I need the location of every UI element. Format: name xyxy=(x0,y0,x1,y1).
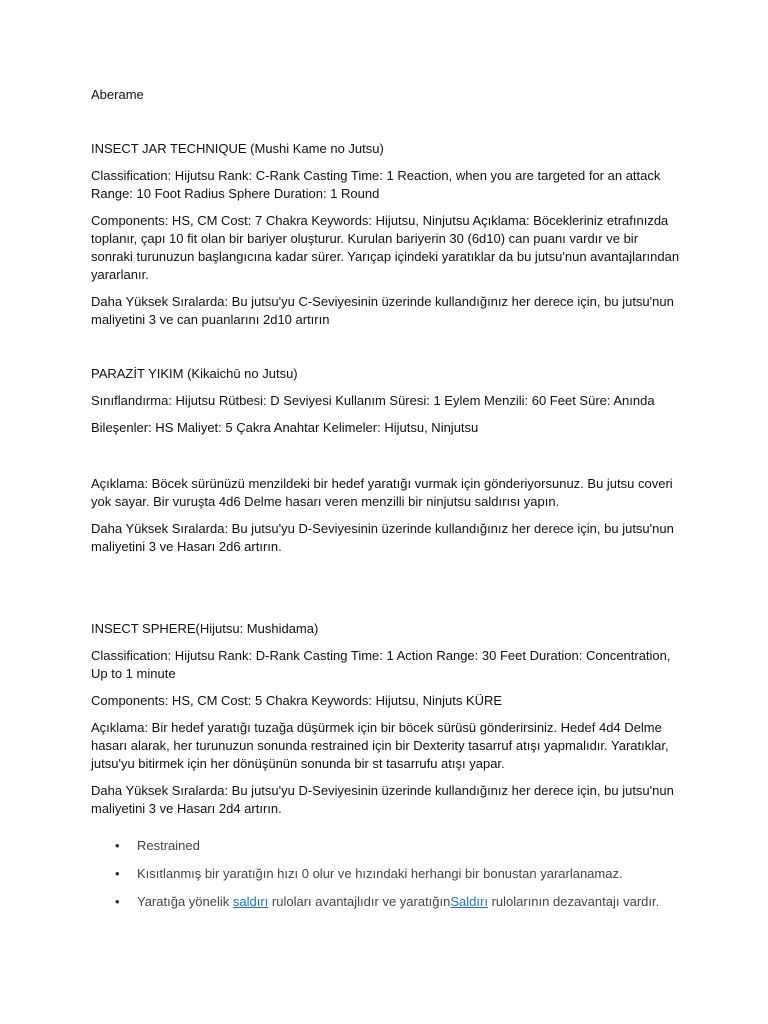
bullet-icon: • xyxy=(115,838,120,853)
list-item xyxy=(91,865,711,893)
insect-sphere-components: Components: HS, CM Cost: 5 Chakra Keywords: Hijutsu, Ninjuts KÜRE xyxy=(91,693,503,708)
condition-bullet-list xyxy=(91,837,711,921)
list-item-text-end: rulolarının dezavantajı vardır. xyxy=(487,894,660,909)
insect-jar-components: Components: HS, CM Cost: 7 Chakra Keywords: Hijutsu, Ninjutsu Açıklama: Böcekleriniz etrafınızda toplanır, çapı 10 fit olan bir bariyer oluşturur. Kurulan bariyerin 30 (6d10) can puanı vardır ve bir sonraki turunuzun başlangıcına kadar sürer. Yarıçap içindeki yaratıklar da bu jutsu'nun avantajlarından yararlanır. xyxy=(91,213,680,282)
section-heading-insect-sphere: INSECT SPHERE(Hijutsu: Mushidama) xyxy=(91,621,319,636)
list-item-text: Kısıtlanmış bir yaratığın hızı 0 olur ve hızındaki herhangi bir bonustan yararlanamaz. xyxy=(137,866,623,881)
list-item-text-start: Yaratığa yönelik xyxy=(137,894,233,909)
insect-jar-classification: Classification: Hijutsu Rank: C-Rank Casting Time: 1 Reaction, when you are targeted for an attack Range: 10 Foot Radius Sphere Duration: 1 Round xyxy=(91,168,661,201)
section-heading-parazit-yikim: PARAZİT YIKIM (Kikaichū no Jutsu) xyxy=(91,366,298,381)
insect-sphere-classification: Classification: Hijutsu Rank: D-Rank Casting Time: 1 Action Range: 30 Feet Duration: Concentration, Up to 1 minute xyxy=(91,648,671,681)
parazit-yikim-higher-levels: Daha Yüksek Sıralarda: Bu jutsu'yu D-Seviyesinin üzerinde kullandığınız her derece için, bu jutsu'nun maliyetini 3 ve Hasarı 2d6 artırın. xyxy=(91,521,674,554)
bullet-icon: • xyxy=(115,866,120,881)
attack-link[interactable]: saldırı xyxy=(232,894,269,909)
insect-sphere-higher-levels: Daha Yüksek Sıralarda: Bu jutsu'yu D-Seviyesinin üzerinde kullandığınız her derece için, bu jutsu'nun maliyetini 3 ve Hasarı 2d4 artırın. xyxy=(91,783,674,816)
list-item xyxy=(91,893,711,921)
list-item-text: Restrained xyxy=(137,838,200,853)
section-heading-insect-jar: INSECT JAR TECHNIQUE (Mushi Kame no Jutsu) xyxy=(91,141,384,156)
insect-sphere-description: Açıklama: Bir hedef yaratığı tuzağa düşürmek için bir böcek sürüsü gönderirsiniz. Hedef 4d4 Delme hasarı alarak, her turunuzun sonunda restrained için bir Dexterity tasarruf atışı yapmalıdır. Yaratıklar, jutsu'yu bitirmek için her dönüşünün sonunda bir st tasarrufu atışı yapar. xyxy=(91,720,669,771)
attack-link-2[interactable]: Saldırı xyxy=(450,894,488,909)
bullet-icon: • xyxy=(115,894,120,909)
list-item xyxy=(91,837,711,865)
document-title: Aberame xyxy=(91,87,144,102)
parazit-yikim-classification: Sınıflandırma: Hijutsu Rütbesi: D Seviyesi Kullanım Süresi: 1 Eylem Menzili: 60 Feet Süre: Anında xyxy=(91,393,655,408)
insect-jar-higher-levels: Daha Yüksek Sıralarda: Bu jutsu'yu C-Seviyesinin üzerinde kullandığınız her derece için, bu jutsu'nun maliyetini 3 ve can puanlarını 2d10 artırın xyxy=(91,294,674,327)
list-item-text-middle: ruloları avantajlıdır ve yaratığın xyxy=(268,894,451,909)
parazit-yikim-description: Açıklama: Böcek sürünüzü menzildeki bir hedef yaratığı vurmak için gönderiyorsunuz. Bu jutsu coveri yok sayar. Bir vuruşta 4d6 Delme hasarı veren menzilli bir ninjutsu saldırısı yapın. xyxy=(91,476,673,509)
parazit-yikim-components: Bileşenler: HS Maliyet: 5 Çakra Anahtar Kelimeler: Hijutsu, Ninjutsu xyxy=(91,420,479,435)
